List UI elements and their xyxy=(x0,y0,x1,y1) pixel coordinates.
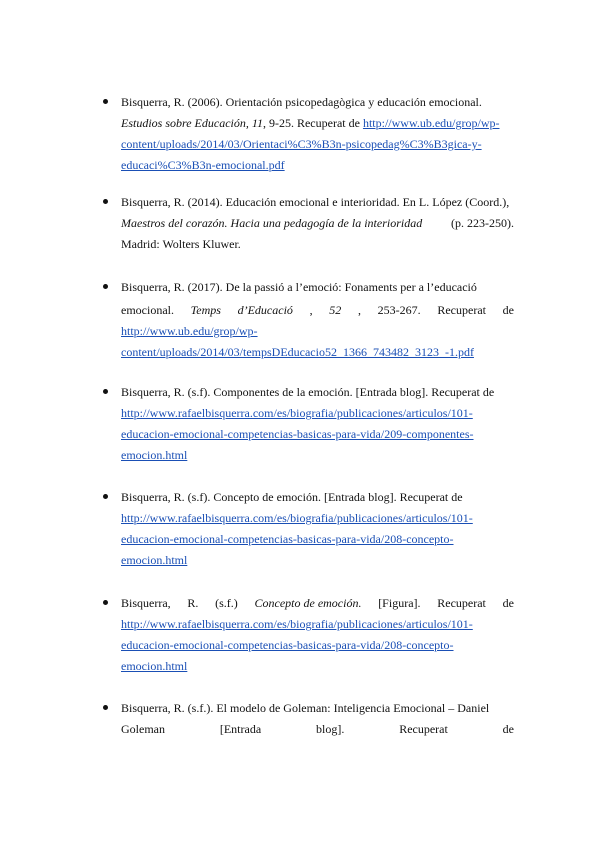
reference-link[interactable]: http://www.rafaelbisquerra.com/es/biografia/publicaciones/articulos/101- xyxy=(121,406,473,420)
journal-title: d’Educació xyxy=(237,303,293,317)
reference-text: Bisquerra, R. (s.f). Componentes de la emoción. [Entrada blog]. Recuperat de xyxy=(121,385,495,399)
work-title: Concepto de emoción. xyxy=(254,596,362,610)
word: de xyxy=(502,722,514,736)
word: de xyxy=(502,596,514,610)
reference-text xyxy=(121,593,514,614)
reference-text xyxy=(121,213,514,234)
bullet-icon xyxy=(103,99,108,104)
reference-text xyxy=(121,719,514,740)
reference-link[interactable]: http://www.rafaelbisquerra.com/es/biografia/publicaciones/articulos/101- xyxy=(121,511,473,525)
reference-text: (p. 223-250). xyxy=(451,216,514,230)
bullet-icon xyxy=(103,389,108,394)
bullet-icon xyxy=(103,199,108,204)
word: 253-267. xyxy=(377,303,421,317)
reference-link[interactable]: http://www.ub.edu/grop/wp- xyxy=(362,116,500,130)
word: Recuperat xyxy=(437,303,486,317)
reference-text xyxy=(121,550,514,571)
reference-text xyxy=(121,321,514,342)
reference-link[interactable]: content/uploads/2014/03/tempsDEducacio52_1366_743482_3123_-1.pdf xyxy=(121,345,474,359)
bullet-icon xyxy=(103,705,108,710)
reference-text xyxy=(121,529,514,550)
reference-link[interactable]: emocion.html xyxy=(121,553,188,567)
journal-title: Temps xyxy=(190,303,221,317)
reference-text xyxy=(121,635,514,656)
reference-text xyxy=(121,656,514,677)
reference-text: Madrid: Wolters Kluwer. xyxy=(121,237,241,251)
reference-link[interactable]: http://www.ub.edu/grop/wp- xyxy=(121,324,258,338)
reference-text xyxy=(121,342,514,363)
reference-link[interactable]: educacion-emocional-competencias-basicas-para-vida/209-componentes- xyxy=(121,427,474,441)
reference-text xyxy=(121,424,514,445)
reference-text xyxy=(121,155,514,176)
word: , xyxy=(357,303,361,317)
word: Bisquerra, xyxy=(121,596,171,610)
bullet-icon xyxy=(103,494,108,499)
reference-link[interactable]: educacion-emocional-competencias-basicas-para-vida/208-concepto- xyxy=(121,638,454,652)
reference-link[interactable]: emocion.html xyxy=(121,659,188,673)
word: Recuperat xyxy=(399,722,448,736)
volume: 52 xyxy=(329,303,342,317)
bullet-icon xyxy=(103,600,108,605)
reference-text xyxy=(121,445,514,466)
word: blog]. xyxy=(316,722,345,736)
word: R. xyxy=(187,596,199,610)
reference-text: Bisquerra, R. (s.f.). El modelo de Goleman: Inteligencia Emocional – Daniel xyxy=(121,701,490,715)
word: emocional. xyxy=(121,303,174,317)
reference-link[interactable]: educaci%C3%B3n-emocional.pdf xyxy=(121,158,285,172)
reference-text xyxy=(121,300,514,321)
journal-title: Estudios sobre Educación, 11 xyxy=(121,116,263,130)
reference-text: Bisquerra, R. (2014). Educación emocional e interioridad. En L. López (Coord.), xyxy=(121,195,510,209)
word: (s.f.) xyxy=(215,596,238,610)
reference-text xyxy=(121,508,514,529)
reference-text: , 9-25. Recuperat de xyxy=(262,116,363,130)
reference-text xyxy=(121,134,514,155)
reference-text xyxy=(121,614,514,635)
word: Recuperat xyxy=(437,596,486,610)
word: de xyxy=(502,303,514,317)
reference-text xyxy=(121,403,514,424)
reference-text: Bisquerra, R. (2017). De la passió a l’emoció: Fonaments per a l’educació xyxy=(121,280,477,294)
book-title: Maestros del corazón. Hacia una pedagogía de la interioridad xyxy=(121,216,423,230)
reference-link[interactable]: educacion-emocional-competencias-basicas-para-vida/208-concepto- xyxy=(121,532,454,546)
reference-link[interactable]: content/uploads/2014/03/Orientaci%C3%B3n-psicopedag%C3%B3gica-y- xyxy=(121,137,482,151)
reference-link[interactable]: http://www.rafaelbisquerra.com/es/biografia/publicaciones/articulos/101- xyxy=(121,617,473,631)
reference-text xyxy=(121,113,514,134)
reference-text: Bisquerra, R. (2006). Orientación psicopedagògica y educación emocional. xyxy=(121,95,482,109)
word: , xyxy=(309,303,313,317)
reference-link[interactable]: emocion.html xyxy=(121,448,188,462)
reference-text: Bisquerra, R. (s.f). Concepto de emoción. [Entrada blog]. Recuperat de xyxy=(121,490,463,504)
word: Goleman xyxy=(121,722,165,736)
bullet-icon xyxy=(103,284,108,289)
word: [Figura]. xyxy=(378,596,421,610)
word: [Entrada xyxy=(219,722,262,736)
